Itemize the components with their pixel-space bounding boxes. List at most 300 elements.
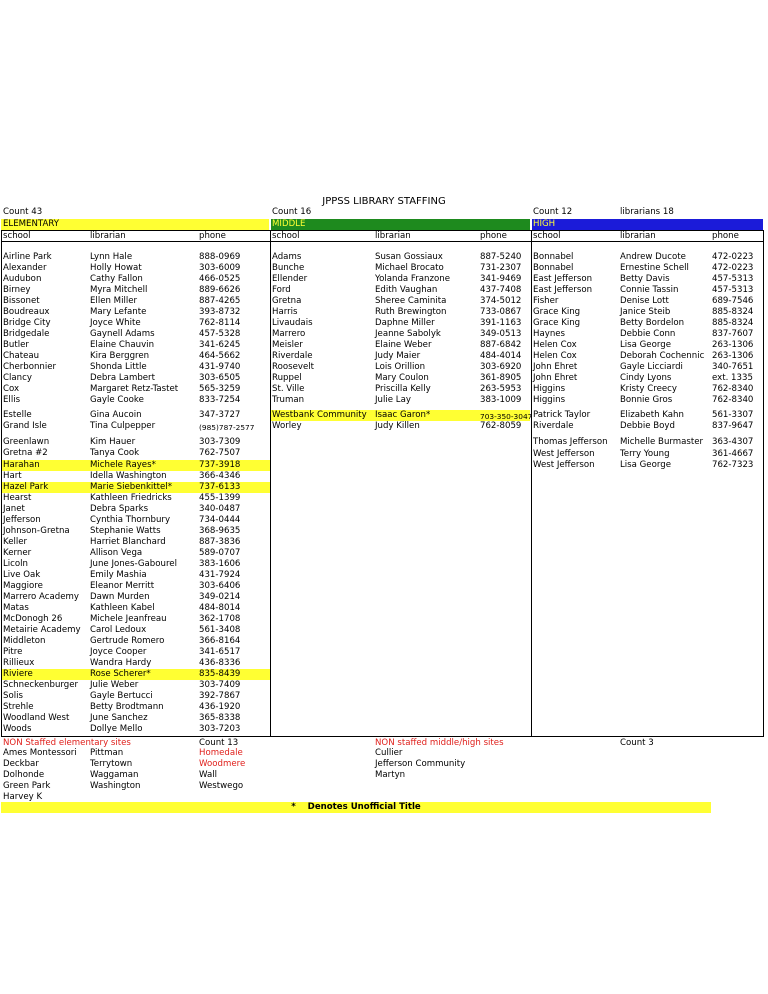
librarian-name: Jeanne Sabolyk	[375, 329, 441, 339]
phone-number: 341-9469	[480, 274, 522, 284]
middle-label: MIDDLE	[272, 219, 306, 229]
footnote: * Denotes Unofficial Title	[291, 802, 421, 812]
librarian-name: Julie Weber	[90, 680, 139, 690]
phone-number: 431-9740	[199, 362, 241, 372]
school-name: Schneckenburger	[3, 680, 79, 690]
librarian-name: Daphne Miller	[375, 318, 435, 328]
table-row	[0, 548, 270, 559]
phone-number: 887-3836	[199, 537, 241, 547]
librarian-name: Kira Berggren	[90, 351, 150, 361]
table-row	[0, 410, 270, 421]
table-row	[0, 351, 270, 362]
librarian-name: Gina Aucoin	[90, 410, 142, 420]
table-row	[0, 625, 270, 636]
librarian-name: Stephanie Watts	[90, 526, 161, 536]
librarian-name: Holly Howat	[90, 263, 142, 273]
school-name: Strehle	[3, 702, 34, 712]
site-name: Martyn	[375, 770, 406, 780]
school-name: Adams	[272, 252, 302, 262]
phone-number: 731-2307	[480, 263, 522, 273]
librarian-name: Lisa George	[620, 460, 671, 470]
table-row	[270, 274, 531, 285]
school-name: Ellis	[3, 395, 21, 405]
site-name: Dolhonde	[3, 770, 45, 780]
table-row-highlighted	[2, 669, 270, 680]
librarian-name: Joyce Cooper	[90, 647, 147, 657]
school-name: Riverdale	[272, 351, 313, 361]
librarian-name: Elizabeth Kahn	[620, 410, 684, 420]
table-row	[270, 362, 531, 373]
phone-number: 762-7507	[199, 448, 241, 458]
table-row	[0, 329, 270, 340]
phone-number: 303-6009	[199, 263, 241, 273]
librarian-name: Gertrude Romero	[90, 636, 165, 646]
column-header-row	[0, 231, 768, 242]
librarian-name: Tina Culpepper	[90, 421, 156, 431]
table-row	[270, 252, 531, 263]
table-row	[0, 493, 270, 504]
school-name: Higgins	[533, 384, 566, 394]
table-row	[0, 373, 270, 384]
table-row	[270, 351, 531, 362]
table-row	[0, 285, 270, 296]
school-name: Birney	[3, 285, 31, 295]
non-staffed-elementary-count: Count 13	[199, 738, 239, 748]
table-row	[0, 471, 270, 482]
librarian-name: Idella Washington	[90, 471, 167, 481]
school-name: Metairie Academy	[3, 625, 81, 635]
table-row	[531, 296, 763, 307]
librarian-name: Andrew Ducote	[620, 252, 686, 262]
phone-number: 366-4346	[199, 471, 241, 481]
phone-number: 885-8324	[712, 318, 754, 328]
school-name: Live Oak	[3, 570, 41, 580]
school-name: Roosevelt	[272, 362, 314, 372]
table-row-highlighted	[271, 410, 533, 421]
phone-number: 383-1009	[480, 395, 522, 405]
site-name: Harvey K	[3, 792, 43, 802]
school-name: Bonnabel	[533, 263, 574, 273]
librarian-name: Carol Ledoux	[90, 625, 147, 635]
school-name: Hart	[3, 471, 22, 481]
librarian-name: Betty Brodtmann	[90, 702, 164, 712]
phone-number: 393-8732	[199, 307, 241, 317]
school-name: Worley	[272, 421, 302, 431]
school-name: Westbank Community	[272, 410, 367, 420]
site-name: Woodmere	[199, 759, 246, 769]
school-name: Hearst	[3, 493, 32, 503]
school-name: East Jefferson	[533, 285, 593, 295]
table-row	[0, 296, 270, 307]
school-name: Ellender	[272, 274, 308, 284]
school-name: Harris	[272, 307, 298, 317]
table-row	[0, 504, 270, 515]
site-name: Cullier	[375, 748, 403, 758]
phone-number: 762-7323	[712, 460, 754, 470]
librarian-name: June Jones-Gabourel	[90, 559, 177, 569]
school-name: Woodland West	[3, 713, 70, 723]
phone-number: 340-0487	[199, 504, 241, 514]
school-name: McDonogh 26	[3, 614, 63, 624]
phone-number: 887-6842	[480, 340, 522, 350]
table-row	[0, 636, 270, 647]
librarian-name: Sheree Caminita	[375, 296, 447, 306]
phone-number: 263-5953	[480, 384, 522, 394]
phone-number: 366-8164	[199, 636, 241, 646]
school-name: Kerner	[3, 548, 32, 558]
phone-number: 383-1606	[199, 559, 241, 569]
header-school: school	[3, 231, 31, 241]
phone-number: 472-0223	[712, 263, 754, 273]
footnote-band	[1, 802, 711, 813]
librarian-name: Debbie Boyd	[620, 421, 675, 431]
phone-number: (985)787-2577	[199, 423, 255, 432]
phone-number: 361-8905	[480, 373, 522, 383]
phone-number: 762-8059	[480, 421, 522, 431]
header-phone: phone	[199, 231, 226, 241]
site-name: Washington	[90, 781, 141, 791]
school-name: Bunche	[272, 263, 305, 273]
phone-number: 303-7409	[199, 680, 241, 690]
librarian-name: Rose Scherer*	[90, 669, 151, 679]
non-staffed-col4	[375, 748, 465, 781]
table-row	[531, 318, 763, 329]
phone-number: 436-1920	[199, 702, 241, 712]
table-row	[531, 340, 763, 351]
table-row	[531, 437, 763, 448]
school-name: West Jefferson	[533, 460, 595, 470]
phone-number: ext. 1335	[712, 373, 753, 383]
librarian-name: Bonnie Gros	[620, 395, 673, 405]
school-name: John Ehret	[533, 373, 578, 383]
phone-number: 457-5328	[199, 329, 241, 339]
phone-number: 887-5240	[480, 252, 522, 262]
table-row	[0, 570, 270, 581]
phone-number: 374-5012	[480, 296, 522, 306]
table-row	[531, 285, 763, 296]
table-row	[531, 362, 763, 373]
phone-number: 837-9647	[712, 421, 754, 431]
table-row	[531, 307, 763, 318]
phone-number: 762-8340	[712, 384, 754, 394]
table-row	[0, 603, 270, 614]
librarian-name: Betty Davis	[620, 274, 670, 284]
site-name: Ames Montessori	[3, 748, 77, 758]
table-row	[531, 373, 763, 384]
header-phone: phone	[480, 231, 507, 241]
header-phone: phone	[712, 231, 739, 241]
table-row	[0, 307, 270, 318]
phone-number: 361-4667	[712, 449, 754, 459]
librarian-name: Lisa George	[620, 340, 671, 350]
frame-right-line	[763, 230, 764, 737]
table-row	[270, 285, 531, 296]
librarian-name: Harriet Blanchard	[90, 537, 166, 547]
librarian-name: Michelle Burmaster	[620, 437, 704, 447]
phone-number: 561-3408	[199, 625, 241, 635]
school-name: Airline Park	[3, 252, 52, 262]
table-row	[0, 515, 270, 526]
table-row	[0, 647, 270, 658]
table-row	[531, 329, 763, 340]
librarian-name: Gayle Licciardi	[620, 362, 683, 372]
site-name: Pittman	[90, 748, 124, 758]
school-name: Meisler	[272, 340, 303, 350]
school-name: Marrero	[272, 329, 306, 339]
librarian-name: Mary Lefante	[90, 307, 147, 317]
librarian-name: Judy Maier	[375, 351, 421, 361]
school-name: Gretna #2	[3, 448, 48, 458]
school-name: Bissonet	[3, 296, 40, 306]
school-name: East Jefferson	[533, 274, 593, 284]
librarian-name: Joyce White	[90, 318, 141, 328]
phone-number: 263-1306	[712, 351, 754, 361]
librarians-count: librarians 18	[620, 207, 674, 217]
librarian-name: Cathy Fallon	[90, 274, 143, 284]
phone-number: 303-6406	[199, 581, 241, 591]
school-name: Helen Cox	[533, 351, 577, 361]
site-name: Wall	[199, 770, 217, 780]
table-row	[0, 384, 270, 395]
phone-number: 347-3727	[199, 410, 241, 420]
phone-number: 436-8336	[199, 658, 241, 668]
school-name: Audubon	[3, 274, 42, 284]
table-row	[270, 384, 531, 395]
school-name: Cherbonnier	[3, 362, 57, 372]
phone-number: 349-0214	[199, 592, 241, 602]
table-row	[531, 410, 763, 421]
table-row	[270, 263, 531, 274]
school-name: Truman	[272, 395, 305, 405]
table-row	[531, 449, 763, 460]
school-name: Johnson-Gretna	[3, 526, 70, 536]
librarian-name: Kathleen Kabel	[90, 603, 155, 613]
phone-number: 340-7651	[712, 362, 754, 372]
phone-number: 303-6920	[480, 362, 522, 372]
school-name: Livaudais	[272, 318, 313, 328]
librarian-name: Michele Jeanfreau	[90, 614, 167, 624]
school-name: Bridgedale	[3, 329, 50, 339]
school-name: Janet	[3, 504, 25, 514]
librarian-name: Mary Coulon	[375, 373, 429, 383]
phone-number: 392-7867	[199, 691, 241, 701]
school-name: Ford	[272, 285, 291, 295]
page-title: JPPSS LIBRARY STAFFING	[322, 196, 446, 207]
phone-number: 689-7546	[712, 296, 754, 306]
table-row	[0, 274, 270, 285]
phone-number: 703-350-3047	[480, 412, 533, 421]
librarian-name: Dawn Murden	[90, 592, 150, 602]
middle-count: Count 16	[272, 207, 312, 217]
librarian-name: Tanya Cook	[90, 448, 140, 458]
site-name: Waggaman	[90, 770, 139, 780]
school-name: Jefferson	[3, 515, 41, 525]
school-name: Ruppel	[272, 373, 302, 383]
table-row	[0, 448, 270, 459]
school-name: Gretna	[272, 296, 302, 306]
phone-number: 362-1708	[199, 614, 241, 624]
table-row	[531, 263, 763, 274]
table-row	[270, 307, 531, 318]
table-row	[0, 713, 270, 724]
phone-number: 762-8340	[712, 395, 754, 405]
librarian-name: Yolanda Franzone	[375, 274, 450, 284]
phone-number: 391-1163	[480, 318, 522, 328]
table-row	[531, 395, 763, 406]
table-row	[0, 559, 270, 570]
school-name: Woods	[3, 724, 32, 734]
site-name: Homedale	[199, 748, 243, 758]
table-row	[531, 460, 763, 471]
school-name: Clancy	[3, 373, 32, 383]
phone-number: 737-3918	[199, 460, 241, 470]
librarian-name: Isaac Garon*	[375, 410, 431, 420]
librarian-name: Eleanor Merritt	[90, 581, 155, 591]
phone-number: 472-0223	[712, 252, 754, 262]
school-name: Patrick Taylor	[533, 410, 591, 420]
librarian-name: Priscilla Kelly	[375, 384, 431, 394]
phone-number: 303-6505	[199, 373, 241, 383]
school-name: Harahan	[3, 460, 40, 470]
header-school: school	[272, 231, 300, 241]
phone-number: 365-8338	[199, 713, 241, 723]
site-name: Green Park	[3, 781, 51, 791]
table-row	[270, 395, 531, 406]
librarian-name: Elaine Chauvin	[90, 340, 155, 350]
table-row	[0, 702, 270, 713]
librarian-name: Edith Vaughan	[375, 285, 438, 295]
non-staffed-col3	[199, 748, 245, 792]
middle-band	[271, 219, 530, 230]
phone-number: 762-8114	[199, 318, 241, 328]
elementary-label: ELEMENTARY	[3, 219, 60, 229]
school-name: Marrero Academy	[3, 592, 79, 602]
school-name: Grace King	[533, 318, 581, 328]
phone-number: 484-8014	[199, 603, 241, 613]
librarian-name: Gayle Bertucci	[90, 691, 153, 701]
table-row	[270, 296, 531, 307]
table-row	[0, 537, 270, 548]
phone-number: 837-7607	[712, 329, 754, 339]
librarian-name: Ruth Brewington	[375, 307, 447, 317]
phone-number: 833-7254	[199, 395, 241, 405]
phone-number: 734-0444	[199, 515, 241, 525]
table-row	[0, 581, 270, 592]
school-name: Solis	[3, 691, 23, 701]
librarian-name: Janice Steib	[620, 307, 671, 317]
librarian-name: Michele Rayes*	[90, 460, 156, 470]
high-count: Count 12	[533, 207, 573, 217]
table-row	[0, 592, 270, 603]
table-row	[0, 680, 270, 691]
librarian-name: Elaine Weber	[375, 340, 432, 350]
table-row	[0, 252, 270, 263]
table-row	[0, 614, 270, 625]
table-row	[270, 340, 531, 351]
librarian-name: Ellen Miller	[90, 296, 138, 306]
table-row	[0, 691, 270, 702]
phone-number: 363-4307	[712, 437, 754, 447]
phone-number: 437-7408	[480, 285, 522, 295]
phone-number: 341-6245	[199, 340, 241, 350]
phone-number: 457-5313	[712, 285, 754, 295]
school-name: Greenlawn	[3, 437, 50, 447]
librarian-name: Kristy Creecy	[620, 384, 677, 394]
header-school: school	[533, 231, 561, 241]
librarian-name: Emily Mashia	[90, 570, 147, 580]
phone-number: 341-6517	[199, 647, 241, 657]
table-row	[0, 724, 270, 735]
phone-number: 466-0525	[199, 274, 241, 284]
table-row	[270, 318, 531, 329]
table-row	[531, 252, 763, 263]
table-row	[0, 340, 270, 351]
phone-number: 263-1306	[712, 340, 754, 350]
librarian-name: Betty Bordelon	[620, 318, 685, 328]
phone-number: 457-5313	[712, 274, 754, 284]
school-name: Grace King	[533, 307, 581, 317]
phone-number: 455-1399	[199, 493, 241, 503]
table-row	[531, 384, 763, 395]
school-name: Chateau	[3, 351, 40, 361]
librarian-name: Julie Lay	[375, 395, 411, 405]
librarian-name: Allison Vega	[90, 548, 143, 558]
school-name: Rillieux	[3, 658, 35, 668]
frame-bottom-line	[1, 736, 763, 737]
table-row	[531, 274, 763, 285]
school-name: Maggiore	[3, 581, 43, 591]
phone-number: 484-4014	[480, 351, 522, 361]
librarian-name: Deborah Cochennic	[620, 351, 705, 361]
phone-number: 835-8439	[199, 669, 241, 679]
non-staffed-elementary-label: NON Staffed elementary sites	[3, 738, 131, 748]
table-row	[0, 437, 270, 448]
school-name: Fisher	[533, 296, 559, 306]
non-staffed-col2	[90, 748, 141, 792]
school-name: Estelle	[3, 410, 32, 420]
librarian-name: Judy Killen	[375, 421, 420, 431]
table-row-highlighted	[2, 482, 270, 493]
phone-number: 733-0867	[480, 307, 522, 317]
school-name: Riverdale	[533, 421, 574, 431]
school-name: Middleton	[3, 636, 46, 646]
phone-number: 737-6133	[199, 482, 241, 492]
librarian-name: Margaret Retz-Tastet	[90, 384, 179, 394]
site-name: Deckbar	[3, 759, 39, 769]
table-row	[531, 351, 763, 362]
librarian-name: June Sanchez	[90, 713, 148, 723]
phone-number: 349-0513	[480, 329, 522, 339]
school-name: Bonnabel	[533, 252, 574, 262]
table-row	[0, 421, 270, 432]
site-name: Jefferson Community	[375, 759, 466, 769]
school-name: Boudreaux	[3, 307, 50, 317]
librarian-name: Michael Brocato	[375, 263, 444, 273]
non-staffed-col1	[3, 748, 77, 803]
phone-number: 589-0707	[199, 548, 241, 558]
school-name: Alexander	[3, 263, 47, 273]
librarian-name: Debbie Conn	[620, 329, 676, 339]
school-name: Haynes	[533, 329, 566, 339]
header-librarian: librarian	[90, 231, 126, 241]
phone-number: 887-4265	[199, 296, 241, 306]
phone-number: 888-0969	[199, 252, 241, 262]
librarian-name: Shonda Little	[90, 362, 147, 372]
table-row	[0, 362, 270, 373]
librarian-name: Debra Sparks	[90, 504, 149, 514]
librarian-name: Kathleen Friedricks	[90, 493, 172, 503]
librarian-name: Connie Tassin	[620, 285, 679, 295]
